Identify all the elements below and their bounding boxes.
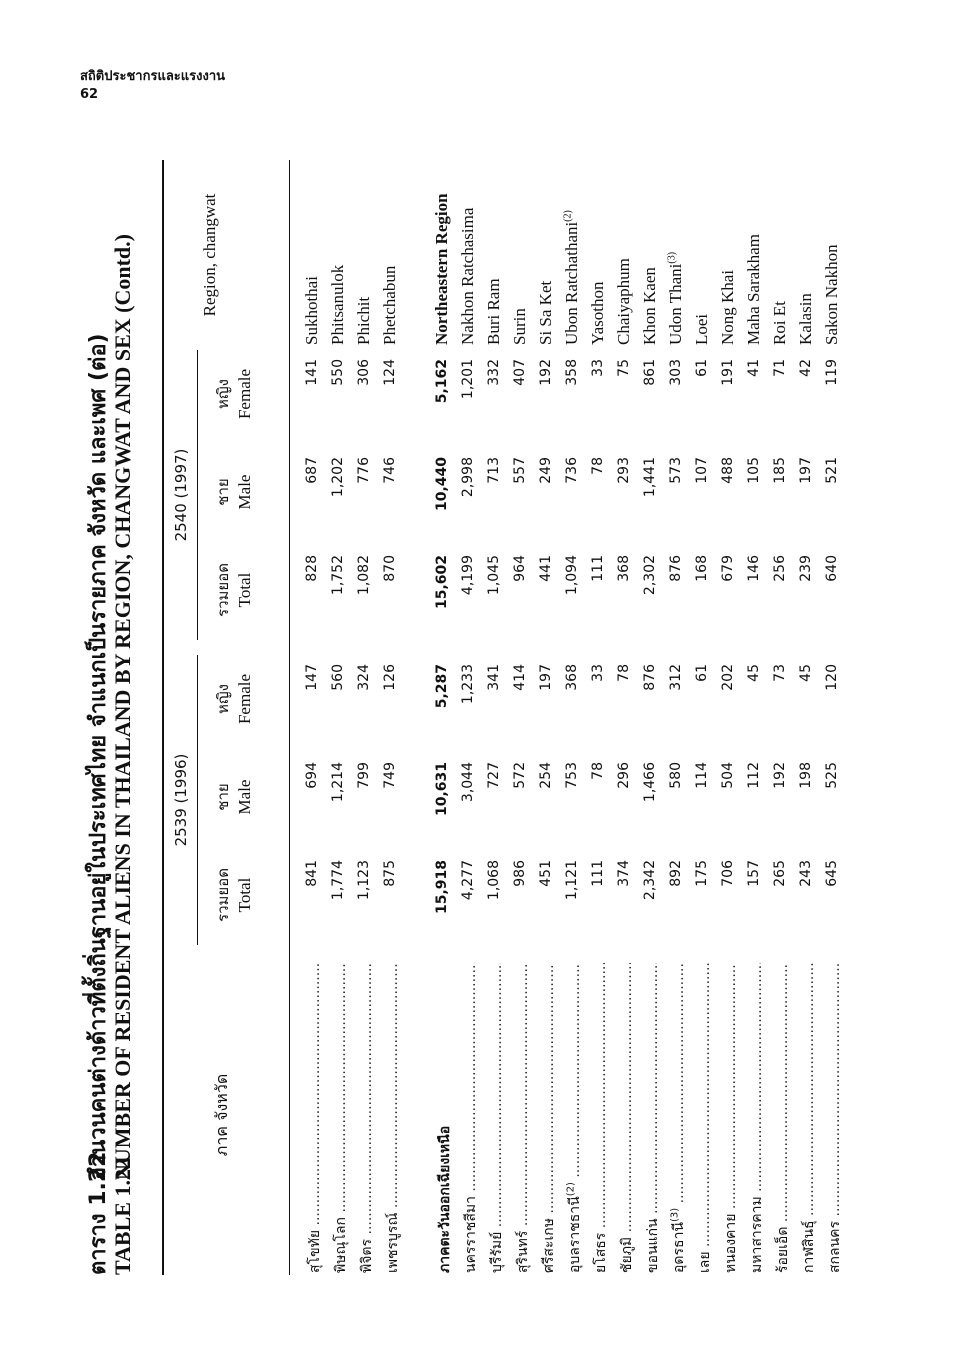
table-cell: 192 (772, 762, 788, 789)
table-cell: 1,466 (642, 762, 658, 803)
footnote-marker-thai: (2) (565, 1182, 577, 1197)
table-row (822, 160, 848, 1275)
footnote-marker: (2) (562, 210, 574, 222)
table-row (302, 160, 328, 1275)
row-label-thai: สุโขทัย ..... (304, 963, 326, 1273)
row-label-thai: บุรีรัมย์ ..... (486, 963, 508, 1273)
table-cell: 73 (772, 664, 788, 682)
table-cell: 1,094 (564, 555, 580, 596)
table-cell: 640 (824, 555, 840, 582)
row-label-english-text: Nakhon Ratchasima (458, 207, 477, 345)
table-cell: 1,121 (564, 860, 580, 901)
row-label-english-text: Northeastern Region (432, 193, 451, 345)
row-label-thai: ยโสธร ..... (590, 963, 612, 1273)
table-cell: 114 (694, 762, 710, 789)
table-cell: 41 (746, 359, 762, 377)
table-cell: 147 (304, 664, 320, 691)
table-row (484, 160, 510, 1275)
year-header-1997: 2540 (1997) (172, 448, 190, 542)
table-cell: 706 (720, 860, 736, 887)
table-row (744, 160, 770, 1275)
row-label-english (614, 258, 634, 345)
table-cell: 192 (538, 359, 554, 386)
table-row (718, 160, 744, 1275)
table-cell: 368 (616, 555, 632, 582)
table-cell: 111 (590, 555, 606, 582)
table-cell: 175 (694, 860, 710, 887)
table-cell: 191 (720, 359, 736, 386)
row-label-english (510, 308, 530, 345)
row-label-english-text: Kalasin (796, 293, 815, 345)
column-header-total-1997 (212, 540, 256, 640)
table-cell: 488 (720, 457, 736, 484)
stub-header: ภาค จังหวัด (212, 1073, 231, 1157)
row-label-thai: พิจิตร ..... (356, 963, 378, 1273)
table-cell: 557 (512, 457, 528, 484)
table-cell: 799 (356, 762, 372, 789)
table-cell: 560 (330, 664, 346, 691)
table-row (770, 160, 796, 1275)
table-cell: 141 (304, 359, 320, 386)
table-cell: 679 (720, 555, 736, 582)
table-cell: 303 (668, 359, 684, 386)
table-cell: 75 (616, 359, 632, 377)
table-cell: 78 (616, 664, 632, 682)
column-header-thai: ชาย (214, 478, 232, 506)
table-cell: 727 (486, 762, 502, 789)
column-header-thai: หญิง (214, 379, 232, 409)
table-cell: 828 (304, 555, 320, 582)
table-cell: 572 (512, 762, 528, 789)
row-label-english-text: Phetchabun (380, 265, 399, 345)
row-label-english (744, 234, 764, 345)
row-label-english (328, 265, 348, 345)
row-label-english (536, 281, 556, 345)
table-cell: 296 (616, 762, 632, 789)
table-cell: 736 (564, 457, 580, 484)
row-label-english (796, 293, 816, 345)
table-cell: 5,162 (434, 359, 450, 404)
table-cell: 293 (616, 457, 632, 484)
publication-title: สถิติประชากรและแรงงาน (80, 69, 226, 84)
row-label-english-text: Khon Kaen (640, 267, 659, 345)
footnote-marker-thai: (3) (669, 1207, 681, 1222)
table-cell: 332 (486, 359, 502, 386)
table-cell: 157 (746, 860, 762, 887)
table-row (458, 160, 484, 1275)
row-label-thai: ขอนแก่น ..... (642, 963, 664, 1273)
row-label-english-text: Roi Et (770, 301, 789, 345)
table-cell: 33 (590, 664, 606, 682)
table-cell: 776 (356, 457, 372, 484)
column-header-thai: รวมยอด (214, 563, 232, 617)
column-header-female-1996 (212, 649, 256, 749)
column-header-male-1997 (212, 442, 256, 542)
table-cell: 119 (824, 359, 840, 386)
row-label-thai: ชัยภูมิ ..... (616, 963, 638, 1273)
table-row (562, 160, 588, 1275)
table-cell: 243 (798, 860, 814, 887)
table-title-english-text: NUMBER OF RESIDENT ALIENS IN THAILAND BY REGION, CHANGWAT AND SEX (Contd.) (110, 234, 135, 1180)
table-cell: 265 (772, 860, 788, 887)
table-cell: 1,123 (356, 860, 372, 901)
row-label-english-text: Ubon Ratchathani (562, 221, 581, 345)
table-cell: 841 (304, 860, 320, 887)
table-cell: 550 (330, 359, 346, 386)
row-label-english-text: Phitsanulok (328, 264, 347, 345)
row-label-english-text: Udon Thani (666, 263, 685, 345)
table-cell: 124 (382, 359, 398, 386)
table-row (692, 160, 718, 1275)
table-label-english: TABLE 1.22 (110, 1158, 135, 1275)
table-cell: 198 (798, 762, 814, 789)
table-cell: 10,631 (434, 762, 450, 817)
row-label-thai: มหาสารคาม ..... (746, 963, 768, 1273)
row-label-thai: เลย ..... (694, 963, 716, 1273)
table-cell: 33 (590, 359, 606, 377)
row-label-english (458, 208, 478, 345)
table-cell: 1,045 (486, 555, 502, 596)
table-title-thai-text: จำนวนคนต่างด้าวที่ตั้งถิ่นฐานอยู่ในประเทศไทย จำแนกเป็นรายภาค จังหวัด และเพศ (ต่อ) (86, 333, 111, 1180)
table-cell: 687 (304, 457, 320, 484)
column-header-english: Male (235, 779, 254, 815)
table-cell: 2,342 (642, 860, 658, 901)
table-cell: 5,287 (434, 664, 450, 709)
row-label-english-text: Surin (510, 308, 529, 345)
column-header-male-1996 (212, 747, 256, 847)
row-label-english (822, 244, 842, 345)
table-cell: 746 (382, 457, 398, 484)
table-cell: 1,441 (642, 457, 658, 498)
column-header-english: Female (235, 673, 254, 725)
table-cell: 368 (564, 664, 580, 691)
table-cell: 573 (668, 457, 684, 484)
row-label-english (484, 278, 504, 345)
table-cell: 249 (538, 457, 554, 484)
table-cell: 414 (512, 664, 528, 691)
table-cell: 168 (694, 555, 710, 582)
table-row (666, 160, 692, 1275)
row-label-english (380, 266, 400, 345)
row-label-english (562, 210, 582, 345)
table-cell: 870 (382, 555, 398, 582)
row-label-thai: ภาคตะวันออกเฉียงเหนือ (437, 1125, 453, 1273)
row-label-english (692, 314, 712, 345)
table-cell: 876 (668, 555, 684, 582)
row-label-english (432, 193, 452, 345)
table-row (510, 160, 536, 1275)
table-row (536, 160, 562, 1275)
row-label-english-text: Sakon Nakhon (822, 244, 841, 345)
row-label-english-text: Buri Ram (484, 278, 503, 345)
table-cell: 374 (616, 860, 632, 887)
table-cell: 4,199 (460, 555, 476, 596)
table-cell: 15,918 (434, 860, 450, 915)
table-cell: 3,044 (460, 762, 476, 803)
column-header-english: Total (235, 877, 254, 913)
column-header-thai: รวมยอด (214, 868, 232, 922)
table-cell: 10,440 (434, 457, 450, 512)
row-label-english-text: Loei (692, 313, 711, 345)
table-row (588, 160, 614, 1275)
table-cell: 441 (538, 555, 554, 582)
table-cell: 185 (772, 457, 788, 484)
row-label-english (718, 270, 738, 345)
table-cell: 146 (746, 555, 762, 582)
table-cell: 312 (668, 664, 684, 691)
table-cell: 1,202 (330, 457, 346, 498)
row-label-english-text: Yasothon (588, 281, 607, 345)
table-cell: 42 (798, 359, 814, 377)
rotated-table-page (80, 105, 850, 1275)
column-header-total-1996 (212, 845, 256, 945)
table-cell: 324 (356, 664, 372, 691)
table-row (432, 160, 458, 1275)
row-label-english (640, 267, 660, 345)
table-cell: 202 (720, 664, 736, 691)
row-label-english-text: Nong Khai (718, 269, 737, 345)
row-label-thai: อุดรธานี$^{(3)}$ ..... (668, 963, 690, 1273)
table-cell: 197 (538, 664, 554, 691)
table-cell: 749 (382, 762, 398, 789)
table-cell: 1,774 (330, 860, 346, 901)
table-cell: 341 (486, 664, 502, 691)
column-header-english: Total (235, 572, 254, 608)
table-cell: 1,752 (330, 555, 346, 596)
table-cell: 504 (720, 762, 736, 789)
header-bottom-rule (289, 160, 290, 1275)
row-label-english-text: Maha Sarakham (744, 234, 763, 345)
table-cell: 78 (590, 762, 606, 780)
table-cell: 197 (798, 457, 814, 484)
row-label-english (302, 276, 322, 345)
year-underline-1997 (197, 350, 198, 640)
table-cell: 892 (668, 860, 684, 887)
table-row (328, 160, 354, 1275)
table-cell: 1,214 (330, 762, 346, 803)
table-cell: 61 (694, 664, 710, 682)
table-row (796, 160, 822, 1275)
table-cell: 45 (798, 664, 814, 682)
region-header: Region, changwat (200, 193, 219, 317)
row-label-english-text: Phichit (354, 296, 373, 345)
row-label-thai: ศรีสะเกษ ..... (538, 963, 560, 1273)
table-cell: 71 (772, 359, 788, 377)
page-number: 62 (80, 87, 99, 102)
table-cell: 4,277 (460, 860, 476, 901)
table-cell: 521 (824, 457, 840, 484)
row-label-thai: สกลนคร ..... (824, 963, 846, 1273)
row-label-english-text: Chaiyaphum (614, 258, 633, 345)
row-label-thai: กาฬสินธุ์ ..... (798, 963, 820, 1273)
table-cell: 126 (382, 664, 398, 691)
row-label-english-text: Sukhothai (302, 276, 321, 345)
table-label-thai: ตาราง 1.22 (86, 1151, 111, 1275)
row-label-thai: สุรินทร์ ..... (512, 963, 534, 1273)
table-cell: 1,082 (356, 555, 372, 596)
table-cell: 107 (694, 457, 710, 484)
table-row (640, 160, 666, 1275)
row-label-english (354, 297, 374, 345)
row-label-thai: หนองคาย ..... (720, 963, 742, 1273)
table-cell: 105 (746, 457, 762, 484)
table-row (354, 160, 380, 1275)
row-label-english (770, 301, 790, 345)
table-title-english (110, 105, 136, 1275)
table-cell: 1,201 (460, 359, 476, 400)
table-row (614, 160, 640, 1275)
row-label-thai: เพชรบูรณ์ ..... (382, 963, 404, 1273)
table-cell: 645 (824, 860, 840, 887)
table-cell: 254 (538, 762, 554, 789)
table-cell: 875 (382, 860, 398, 887)
row-label-english-text: Si Sa Ket (536, 280, 555, 345)
row-label-english (666, 252, 686, 345)
table-cell: 120 (824, 664, 840, 691)
column-header-english: Female (235, 368, 254, 420)
table-cell: 1,233 (460, 664, 476, 705)
table-cell: 2,998 (460, 457, 476, 498)
table-cell: 61 (694, 359, 710, 377)
table-cell: 78 (590, 457, 606, 475)
column-header-female-1997 (212, 344, 256, 444)
row-label-english (588, 282, 608, 345)
table-cell: 694 (304, 762, 320, 789)
top-rule (162, 160, 164, 1275)
table-cell: 358 (564, 359, 580, 386)
row-label-thai: อุบลราชธานี$^{(2)}$ ..... (564, 963, 586, 1273)
year-underline-1996 (197, 655, 198, 945)
row-label-thai: นครราชสีมา ..... (460, 963, 482, 1273)
table-cell: 239 (798, 555, 814, 582)
table-cell: 861 (642, 359, 658, 386)
table-cell: 2,302 (642, 555, 658, 596)
table-cell: 15,602 (434, 555, 450, 610)
running-header (80, 68, 225, 104)
table-cell: 964 (512, 555, 528, 582)
table-cell: 986 (512, 860, 528, 887)
footnote-marker: (3) (666, 251, 678, 264)
table-cell: 45 (746, 664, 762, 682)
table-cell: 525 (824, 762, 840, 789)
table-cell: 580 (668, 762, 684, 789)
table-cell: 112 (746, 762, 762, 789)
table-cell: 407 (512, 359, 528, 386)
table-cell: 753 (564, 762, 580, 789)
year-header-1996: 2539 (1996) (172, 753, 190, 847)
column-header-english: Male (235, 474, 254, 510)
column-header-thai: หญิง (214, 684, 232, 714)
table-cell: 306 (356, 359, 372, 386)
table-cell: 713 (486, 457, 502, 484)
table-cell: 111 (590, 860, 606, 887)
table-cell: 256 (772, 555, 788, 582)
row-label-thai: ร้อยเอ็ด ..... (772, 963, 794, 1273)
table-cell: 876 (642, 664, 658, 691)
table-row (380, 160, 406, 1275)
table-cell: 1,068 (486, 860, 502, 901)
column-header-thai: ชาย (214, 783, 232, 811)
table-cell: 451 (538, 860, 554, 887)
row-label-thai: พิษณุโลก ..... (330, 963, 352, 1273)
